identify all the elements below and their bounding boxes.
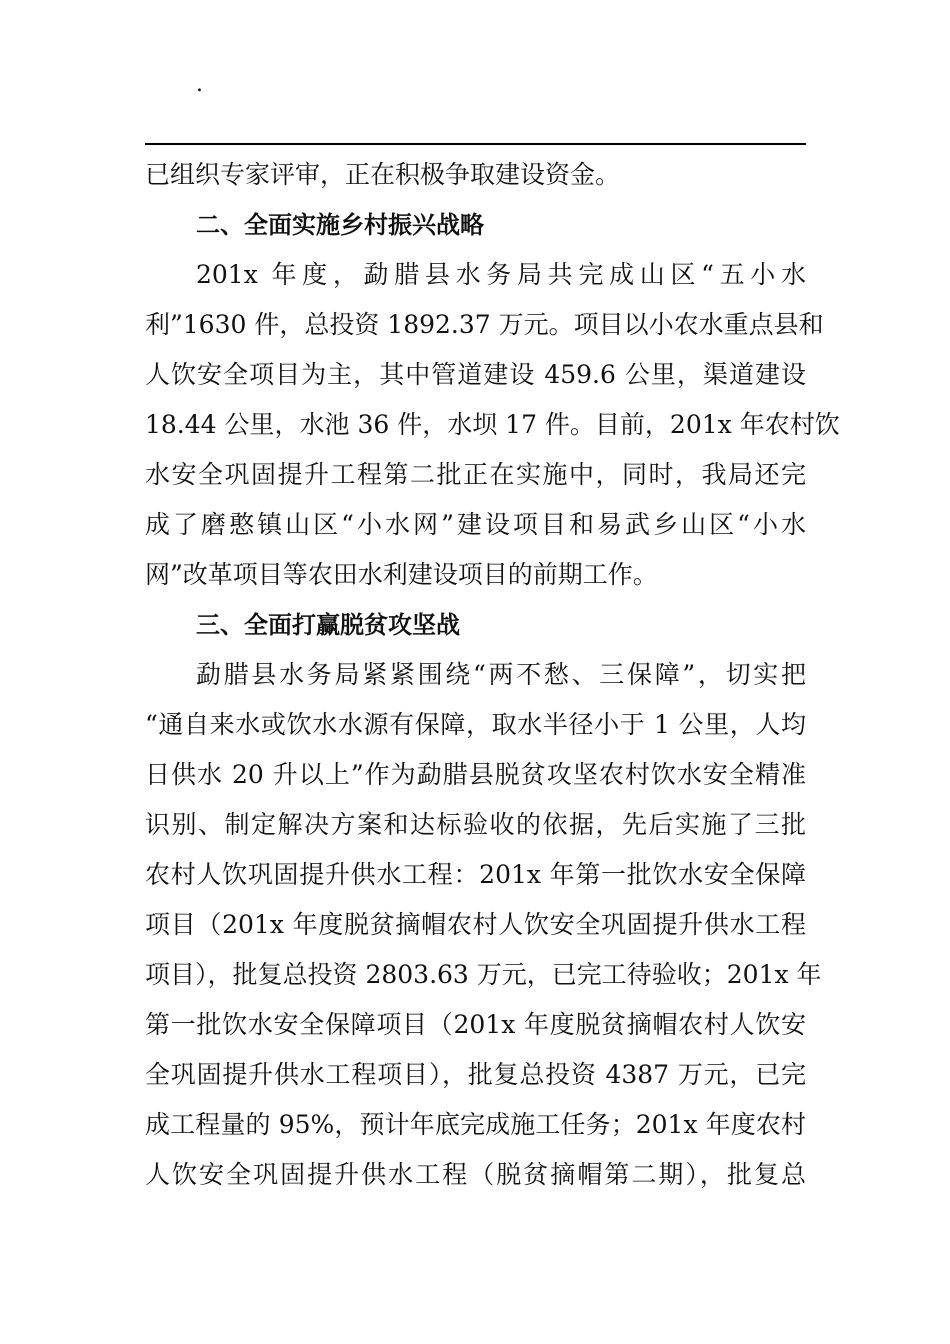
text-line: 勐腊县水务局紧紧围绕“两不愁、三保障”，切实把 bbox=[196, 660, 806, 689]
text-line: 成工程量的 95%，预计年底完成施工任务；201x 年度农村 bbox=[145, 1110, 806, 1139]
section-heading: 二、全面实施乡村振兴战略 bbox=[196, 211, 484, 239]
text-line: 全巩固提升供水工程项目），批复总投资 4387 万元，已完 bbox=[145, 1060, 806, 1089]
text-line: 201x 年度，勐腊县水务局共完成山区“五小水 bbox=[196, 260, 806, 289]
text-line: 农村人饮巩固提升供水工程：201x 年第一批饮水安全保障 bbox=[145, 860, 806, 889]
section-heading: 三、全面打赢脱贫攻坚战 bbox=[196, 611, 460, 639]
header-rule bbox=[145, 143, 806, 145]
text-line: 识别、制定解决方案和达标验收的依据，先后实施了三批 bbox=[145, 810, 806, 839]
text-line: 18.44 公里，水池 36 件，水坝 17 件。目前，201x 年农村饮 bbox=[145, 410, 840, 439]
text-line: 项目），批复总投资 2803.63 万元，已完工待验收；201x 年 bbox=[145, 960, 822, 989]
text-line: 人饮安全巩固提升供水工程（脱贫摘帽第二期），批复总 bbox=[145, 1160, 806, 1189]
text-line: 第一批饮水安全保障项目（201x 年度脱贫摘帽农村人饮安 bbox=[145, 1010, 806, 1039]
text-line: 网”改革项目等农田水利建设项目的前期工作。 bbox=[145, 560, 658, 589]
text-line: “通自来水或饮水水源有保障，取水半径小于 1 公里，人均 bbox=[145, 710, 806, 739]
header-mark: . bbox=[196, 72, 203, 97]
text-line: 日供水 20 升以上”作为勐腊县脱贫攻坚农村饮水安全精准 bbox=[145, 760, 806, 789]
text-line: 人饮安全项目为主，其中管道建设 459.6 公里，渠道建设 bbox=[145, 360, 806, 389]
text-line: 已组织专家评审，正在积极争取建设资金。 bbox=[145, 160, 621, 189]
text-line: 项目（201x 年度脱贫摘帽农村人饮安全巩固提升供水工程 bbox=[145, 910, 806, 939]
text-line: 利”1630 件，总投资 1892.37 万元。项目以小农水重点县和 bbox=[145, 310, 824, 339]
text-line: 水安全巩固提升工程第二批正在实施中，同时，我局还完 bbox=[145, 460, 806, 489]
text-line: 成了磨憨镇山区“小水网”建设项目和易武乡山区“小水 bbox=[145, 510, 806, 539]
document-body bbox=[145, 150, 840, 1200]
